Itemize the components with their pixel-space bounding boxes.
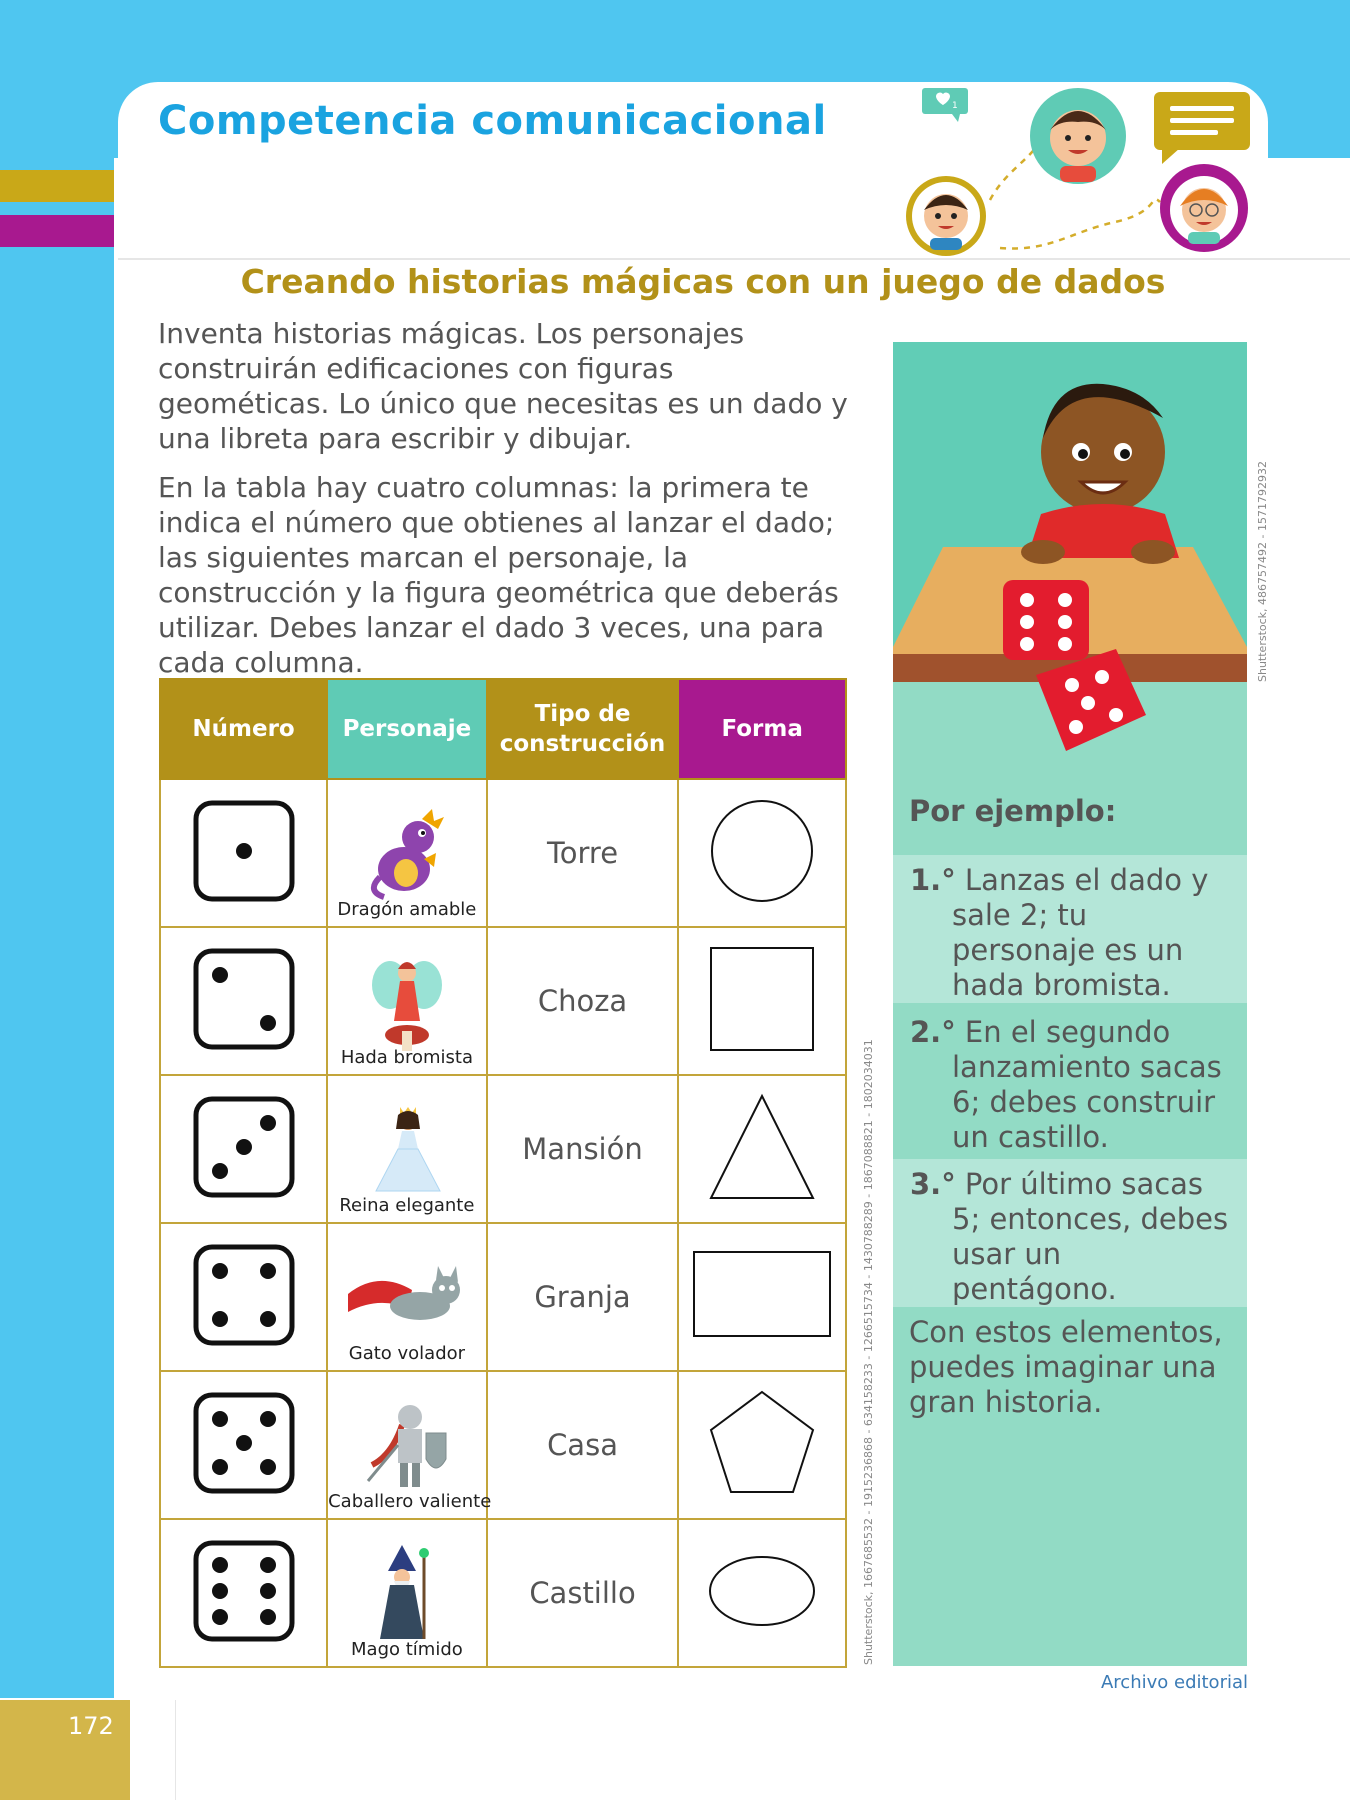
dice-cell <box>160 779 327 927</box>
construction-label: Choza <box>537 984 628 1018</box>
construction-label: Mansión <box>522 1132 643 1166</box>
red-dice-lower-icon <box>1016 645 1156 757</box>
construction-label: Castillo <box>529 1576 636 1610</box>
table-image-credit: Shutterstock, 1667685532 - 1915236868 - 634158233 - 1266515734 - 1430788289 - 1867088821 - 1802034031 <box>862 1039 875 1665</box>
character-cell <box>327 779 487 927</box>
table-row <box>160 1371 846 1519</box>
dice-cell <box>160 1075 327 1223</box>
dice-six-icon <box>192 1539 296 1643</box>
square-icon <box>707 944 817 1054</box>
section-title: Competencia comunicacional <box>158 98 827 144</box>
queen-icon <box>362 1099 452 1203</box>
table-row <box>160 1223 846 1371</box>
construction-cell <box>487 1075 679 1223</box>
example-step-1 <box>893 855 1247 1003</box>
construction-cell <box>487 1371 679 1519</box>
character-cell <box>327 1371 492 1519</box>
knight-icon <box>352 1395 462 1499</box>
dice-three-icon <box>192 1095 296 1199</box>
shape-cell <box>678 1519 846 1667</box>
fairy-icon <box>362 951 452 1055</box>
step-number: 1.° <box>910 863 956 897</box>
dice-one-icon <box>192 799 296 903</box>
step-number: 2.° <box>910 1015 956 1049</box>
oval-icon <box>707 1554 817 1628</box>
intro-paragraph-2: En la tabla hay cuatro columnas: la primera te indica el número que obtienes al lanzar el dado; las siguientes marcan el personaje, la construcción y la figura geométrica que deberás utilizar. Debes lanzar el dado 3 veces, una para cada columna. <box>158 471 839 679</box>
shape-cell <box>678 1371 846 1519</box>
construction-cell <box>487 779 679 927</box>
table-row <box>160 1075 846 1223</box>
example-step-3 <box>893 1159 1247 1307</box>
header-numero: Número <box>160 679 327 779</box>
dice-cell <box>160 1371 327 1519</box>
gold-stripe <box>0 170 114 202</box>
character-label: Caballero valiente <box>328 1491 492 1512</box>
dice-cell <box>160 1519 327 1667</box>
character-cell <box>327 1519 487 1667</box>
circle-icon <box>707 796 817 906</box>
table-row <box>160 1519 846 1667</box>
step-number: 3.° <box>910 1167 956 1201</box>
page-number: 172 <box>68 1712 114 1740</box>
left-color-band <box>0 158 114 1698</box>
character-cell <box>327 1075 487 1223</box>
construction-label: Torre <box>546 836 619 870</box>
intro-paragraph-1: Inventa historias mágicas. Los personajes construirán edificaciones con figuras geométicas. Lo único que necesitas es un dado y una libreta para escribir y dibujar. <box>158 317 848 455</box>
table-header-row <box>160 679 846 779</box>
table-row <box>160 927 846 1075</box>
character-label: Reina elegante <box>339 1195 475 1216</box>
dice-four-icon <box>192 1243 296 1347</box>
character-label: Hada bromista <box>340 1047 473 1068</box>
dice-cell <box>160 927 327 1075</box>
footer-divider <box>175 1700 176 1800</box>
archivo-editorial-credit: Archivo editorial <box>1100 1672 1248 1693</box>
step-text: En el segundo lanzamiento sacas 6; debes construir un castillo. <box>952 1015 1222 1154</box>
construction-cell <box>487 927 679 1075</box>
triangle-icon <box>707 1092 817 1202</box>
svg-text:1: 1 <box>952 101 958 111</box>
chat-bubble-icon <box>1154 92 1250 164</box>
wizard-icon <box>362 1543 452 1647</box>
dice-table <box>159 678 847 1668</box>
dice-two-icon <box>192 947 296 1051</box>
heart-bubble-icon <box>922 88 968 122</box>
step-text: Lanzas el dado y sale 2; tu personaje es un hada bromista. <box>952 863 1209 1002</box>
boy-dice-illustration <box>893 342 1247 682</box>
header-personaje: Personaje <box>327 679 487 779</box>
character-label: Dragón amable <box>337 899 477 920</box>
shape-cell <box>678 927 846 1075</box>
header-divider <box>118 258 1350 260</box>
rectangle-icon <box>692 1250 832 1340</box>
example-step-2 <box>893 1007 1247 1155</box>
character-label: Mago tímido <box>351 1639 463 1660</box>
boy-with-dice-icon <box>893 342 1247 682</box>
example-heading: Por ejemplo: <box>909 794 1117 828</box>
boy-avatar-icon <box>1030 88 1126 184</box>
shape-cell <box>678 1075 846 1223</box>
header-illustration <box>900 82 1260 258</box>
example-closing: Con estos elementos, puedes imaginar una gran historia. <box>909 1315 1223 1419</box>
construction-label: Granja <box>534 1280 631 1314</box>
construction-label: Casa <box>547 1428 618 1462</box>
character-cell <box>327 1223 487 1371</box>
dragon-icon <box>362 803 452 907</box>
header-tipo-construccion: Tipo de construcción <box>487 679 679 779</box>
character-cell <box>327 927 487 1075</box>
shape-cell <box>678 779 846 927</box>
table-row <box>160 779 846 927</box>
shape-cell <box>678 1223 846 1371</box>
character-label: Gato volador <box>348 1343 466 1364</box>
intro-text <box>158 316 848 694</box>
pentagon-icon <box>707 1388 817 1498</box>
step-text: Por último sacas 5; entonces, debes usar un pentágono. <box>952 1167 1229 1306</box>
construction-cell <box>487 1223 679 1371</box>
flying-cat-icon <box>342 1254 472 1344</box>
dice-five-icon <box>192 1391 296 1495</box>
girl-avatar-icon <box>1160 164 1248 252</box>
dice-cell <box>160 1223 327 1371</box>
boy-glasses-avatar-icon <box>906 176 986 256</box>
header-forma: Forma <box>678 679 846 779</box>
magenta-stripe <box>0 215 114 247</box>
construction-cell <box>487 1519 679 1667</box>
side-image-credit: Shutterstock, 486757492 - 1571792932 <box>1256 461 1269 682</box>
activity-headline: Creando historias mágicas con un juego de dados <box>240 262 1166 301</box>
